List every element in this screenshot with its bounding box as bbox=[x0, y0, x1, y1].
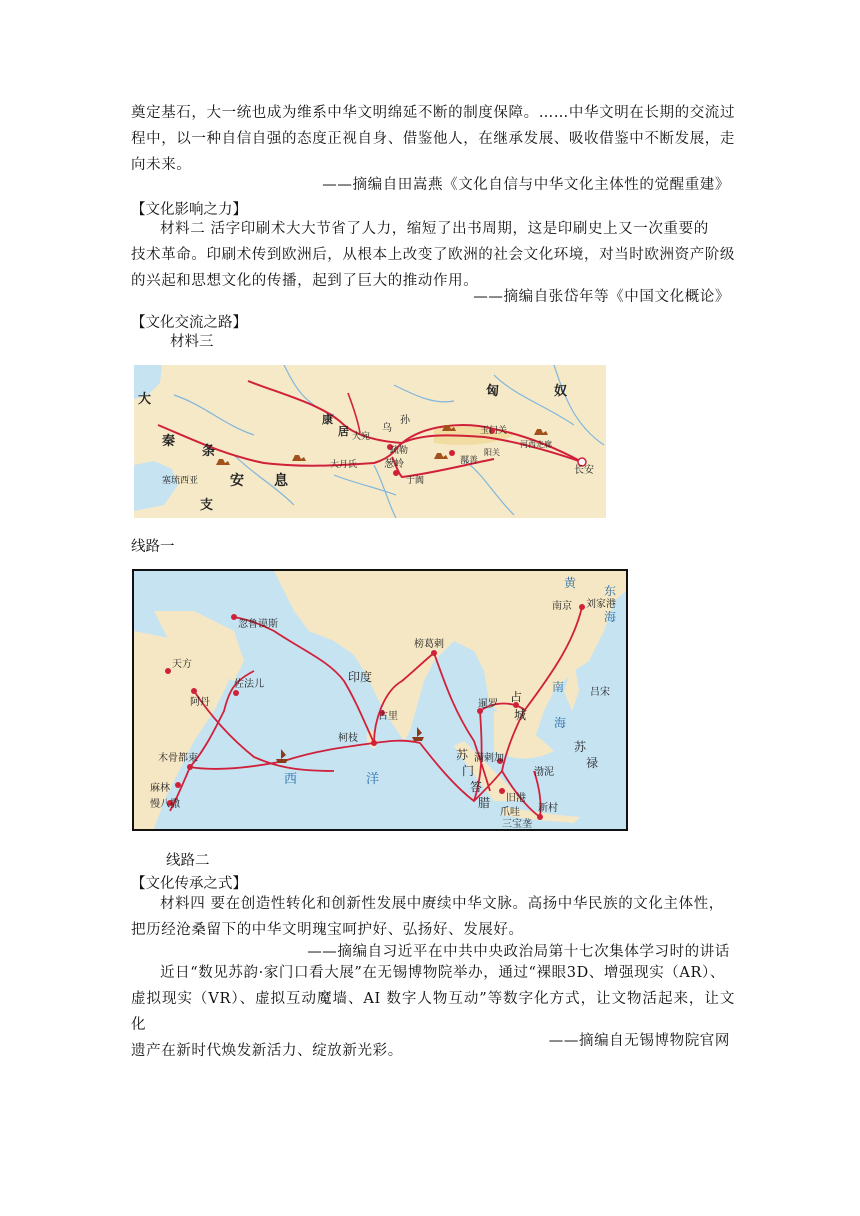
map-label: 奴 bbox=[554, 384, 568, 399]
map-label: 西 bbox=[284, 772, 298, 787]
map-label: 占 bbox=[510, 690, 523, 704]
map-label: 新村 bbox=[538, 803, 558, 814]
map-label: 葱岭 bbox=[384, 459, 404, 470]
map-label: 佐法儿 bbox=[234, 679, 264, 690]
material-3-label: 材料三 bbox=[170, 334, 214, 350]
paragraph-5 bbox=[131, 960, 735, 986]
section-heading-influence: 【文化影响之力】 bbox=[131, 202, 247, 218]
port-marker bbox=[165, 668, 171, 674]
text-line: 奠定基石，大一统也成为维系中华文明绵延不断的制度保障。……中华文明在长期的交流过 bbox=[131, 105, 735, 121]
map-label: 海 bbox=[604, 610, 617, 624]
map-label: 印度 bbox=[348, 670, 373, 684]
text-line: 技术革命。印刷术传到欧洲后，从根本上改变了欧洲的社会文化环境，对当时欧洲资产阶级 bbox=[131, 247, 735, 263]
map-label: 海 bbox=[554, 716, 567, 730]
map-label: 禄 bbox=[586, 756, 599, 770]
map-label: 天方 bbox=[172, 659, 192, 670]
section-heading-heritage: 【文化传承之式】 bbox=[131, 876, 247, 892]
map-label: 渤泥 bbox=[534, 767, 554, 778]
material-2 bbox=[131, 216, 735, 242]
section-heading-exchange: 【文化交流之路】 bbox=[131, 315, 247, 331]
map-label: 慢八撒 bbox=[150, 799, 180, 810]
port-marker bbox=[233, 690, 239, 696]
map-label: 答 bbox=[470, 780, 483, 794]
silk-road-map bbox=[134, 365, 606, 518]
map-label: 玉门关 bbox=[480, 426, 508, 436]
map-label: 居 bbox=[338, 425, 349, 438]
source-citation-4: ——摘编自习近平在中共中央政治局第十七次集体学习时的讲话 bbox=[307, 944, 730, 960]
map-label: 黄 bbox=[564, 576, 577, 590]
map-label: 息 bbox=[274, 473, 288, 489]
port-marker bbox=[431, 650, 437, 656]
map-label: 长安 bbox=[574, 465, 594, 476]
material-4 bbox=[131, 891, 735, 917]
map-label: 康 bbox=[322, 413, 333, 426]
map-label: 苏 bbox=[574, 740, 587, 754]
port-marker bbox=[537, 814, 543, 820]
source-citation-1: ——摘编自田嵩燕《文化自信与中华文化主体性的觉醒重建》 bbox=[322, 177, 730, 193]
map-label: 忽鲁谟斯 bbox=[238, 619, 278, 630]
route-caption-1: 线路一 bbox=[131, 539, 175, 555]
text-line: 的兴起和思想文化的传播，起到了巨大的推动作用。 bbox=[131, 273, 479, 289]
map-label: 爪哇 bbox=[500, 807, 520, 818]
map-label: 苏 bbox=[456, 748, 469, 762]
map-label: 城 bbox=[514, 708, 527, 722]
map-label: 三宝垄 bbox=[502, 819, 532, 829]
map-label: 木骨都束 bbox=[158, 753, 198, 764]
map-label: 门 bbox=[462, 764, 475, 778]
paragraph-1 bbox=[131, 100, 735, 178]
map-label: 鄯善 bbox=[460, 456, 479, 466]
text-line: 程中，以一种自信自强的态度正视自身、借鉴他人，在继承发展、吸收借鉴中不断发展，走 bbox=[131, 131, 735, 147]
port-marker bbox=[191, 688, 197, 694]
port-marker bbox=[499, 788, 505, 794]
city-marker bbox=[393, 470, 399, 476]
map-label: 南 bbox=[552, 680, 565, 694]
maritime-route-map-graphic bbox=[134, 571, 626, 829]
map-label: 塞琉西亚 bbox=[162, 476, 199, 486]
route-caption-2: 线路二 bbox=[166, 853, 210, 869]
map-label: 于阗 bbox=[406, 476, 425, 486]
silk-road-map-graphic bbox=[134, 365, 606, 518]
map-label: 腊 bbox=[478, 796, 491, 810]
map-label: 大月氏 bbox=[330, 460, 358, 470]
map-label: 满剌加 bbox=[474, 753, 504, 764]
text-line: 把历经沧桑留下的中华文明瑰宝呵护好、弘扬好、发展好。 bbox=[131, 922, 524, 938]
map-label: 河西走廊 bbox=[520, 440, 552, 449]
map-label: 匈 bbox=[486, 384, 500, 399]
port-marker bbox=[187, 764, 193, 770]
map-label: 阿丹 bbox=[190, 697, 210, 708]
port-marker bbox=[231, 614, 237, 620]
city-marker bbox=[449, 450, 455, 456]
map-label: 安 bbox=[230, 473, 244, 489]
text-line: 近日“数见苏韵·家门口看大展”在无锡博物院举办，通过“裸眼3D、增强现实（AR）、 bbox=[160, 965, 725, 981]
map-label: 阳关 bbox=[484, 448, 500, 457]
port-marker bbox=[579, 604, 585, 610]
map-label: 刘家港 bbox=[586, 599, 616, 610]
map-label: 支 bbox=[200, 498, 214, 513]
map-label: 秦 bbox=[162, 434, 176, 449]
port-marker bbox=[371, 740, 377, 746]
source-citation-5: ——摘编自无锡博物院官网 bbox=[548, 1033, 730, 1049]
map-label: 乌 bbox=[382, 423, 392, 434]
map-label: 暹罗 bbox=[478, 699, 498, 710]
map-label: 南京 bbox=[552, 601, 572, 612]
map-label: 榜葛剌 bbox=[414, 639, 444, 650]
map-label: 洋 bbox=[366, 772, 380, 787]
map-label: 大 bbox=[138, 392, 152, 407]
text-line: 材料二 活字印刷术大大节省了人力，缩短了出书周期，这是印刷史上又一次重要的 bbox=[160, 221, 709, 237]
map-label: 孙 bbox=[400, 415, 410, 426]
map-label: 柯枝 bbox=[338, 733, 358, 744]
text-line: 材料四 要在创造性转化和创新性发展中赓续中华文脉。高扬中华民族的文化主体性， bbox=[160, 896, 724, 912]
map-label: 吕宋 bbox=[590, 687, 610, 698]
text-line: 虚拟现实（VR）、虚拟互动魔墙、AI 数字人物互动”等数字化方式，让文物活起来，让文化 bbox=[131, 991, 735, 1033]
map-label: 东 bbox=[604, 584, 617, 598]
map-label: 古里 bbox=[378, 711, 398, 722]
map-label: 麻林 bbox=[150, 783, 170, 794]
text-line: 遗产在新时代焕发新活力、绽放新光彩。 bbox=[131, 1043, 403, 1059]
text-line: 向未来。 bbox=[131, 157, 192, 173]
map-label: 疏勒 bbox=[390, 446, 409, 456]
map-label: 旧港 bbox=[506, 793, 526, 804]
port-marker bbox=[175, 782, 181, 788]
map-label: 条 bbox=[202, 444, 216, 459]
source-citation-2: ——摘编自张岱年等《中国文化概论》 bbox=[473, 289, 730, 305]
maritime-route-map bbox=[132, 569, 628, 831]
map-label: 大宛 bbox=[352, 432, 371, 442]
